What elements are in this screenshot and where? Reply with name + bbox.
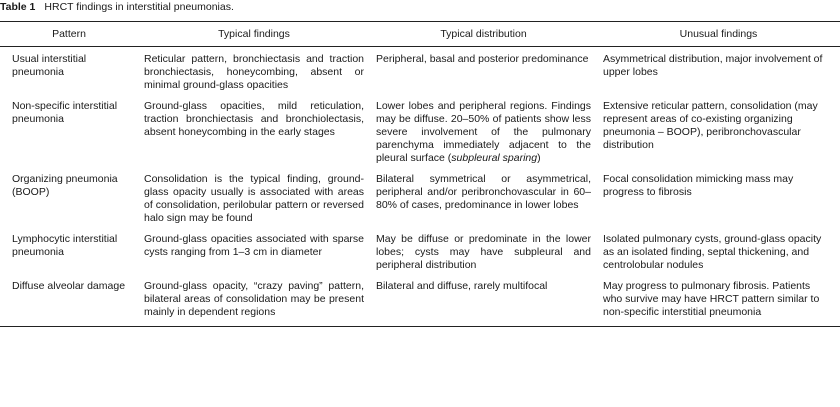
cell-typical-findings: Consolidation is the typical finding, ground-glass opacity usually is associated with areas of consolidation, perilobular pattern or reversed halo sign may be found bbox=[144, 173, 364, 224]
header-unusual-findings: Unusual findings bbox=[597, 22, 840, 47]
cell-unusual-findings: Isolated pulmonary cysts, ground-glass opacity as an isolated finding, septal thickening, and centrolobular nodules bbox=[603, 233, 822, 271]
header-pattern: Pattern bbox=[0, 22, 138, 47]
header-typical-distribution: Typical distribution bbox=[370, 22, 597, 47]
distribution-text: May be diffuse or predominate in the lower lobes; cysts may have subpleural and peripheral distribution bbox=[376, 233, 591, 271]
table-body bbox=[0, 47, 840, 327]
cell-typical-distribution bbox=[370, 277, 597, 327]
header-row bbox=[0, 22, 840, 47]
cell-unusual-findings: Asymmetrical distribution, major involvement of upper lobes bbox=[603, 53, 823, 78]
cell-unusual-findings: Focal consolidation mimicking mass may progress to fibrosis bbox=[603, 173, 794, 198]
cell-unusual-findings: May progress to pulmonary fibrosis. Patients who survive may have HRCT pattern similar to non-specific interstitial pneumonia bbox=[597, 277, 840, 327]
cell-pattern: Organizing pneumonia (BOOP) bbox=[12, 173, 118, 198]
cell-typical-distribution bbox=[370, 47, 597, 98]
distribution-text: Peripheral, basal and posterior predominance bbox=[376, 53, 589, 65]
cell-typical-findings: Ground-glass opacity, “crazy paving” pattern, bilateral areas of consolidation may be present mainly in dependent regions bbox=[138, 277, 370, 327]
header-typical-findings: Typical findings bbox=[138, 22, 370, 47]
distribution-text-end: ) bbox=[537, 152, 541, 164]
table-row bbox=[0, 170, 840, 230]
hrct-findings-table bbox=[0, 21, 840, 327]
cell-pattern: Lymphocytic interstitial pneumonia bbox=[12, 233, 118, 258]
table-header bbox=[0, 22, 840, 47]
cell-typical-findings: Ground-glass opacities, mild reticulation, traction bronchiectasis and bronchiolectasis, absent honeycombing in the early stages bbox=[144, 100, 364, 138]
cell-typical-findings: Ground-glass opacities associated with sparse cysts ranging from 1–3 cm in diameter bbox=[144, 233, 364, 258]
table-row bbox=[0, 97, 840, 170]
table-row bbox=[0, 230, 840, 277]
distribution-text: Bilateral and diffuse, rarely multifocal bbox=[376, 280, 548, 292]
distribution-text: Bilateral symmetrical or asymmetrical, peripheral and/or peribronchovascular in 60–80% of cases, predominance in lower lobes bbox=[376, 173, 591, 211]
cell-typical-distribution bbox=[370, 170, 597, 230]
table-row bbox=[0, 47, 840, 98]
cell-pattern: Usual interstitial pneumonia bbox=[12, 53, 87, 78]
cell-typical-distribution bbox=[370, 230, 597, 277]
table-label: Table 1 bbox=[0, 1, 36, 13]
cell-typical-findings: Reticular pattern, bronchiectasis and traction bronchiectasis, honeycombing, absent or minimal ground-glass opacities bbox=[144, 53, 364, 91]
table-caption bbox=[0, 0, 840, 14]
cell-pattern: Diffuse alveolar damage bbox=[0, 277, 138, 327]
cell-typical-distribution bbox=[370, 97, 597, 170]
distribution-italic-text: subpleural sparing bbox=[451, 152, 538, 164]
cell-pattern: Non-specific interstitial pneumonia bbox=[12, 100, 118, 125]
cell-unusual-findings: Extensive reticular pattern, consolidation (may represent areas of co-existing organizing pneumonia – BOOP), peribronchovascular distribution bbox=[603, 100, 818, 151]
table-row bbox=[0, 277, 840, 327]
table-title: HRCT findings in interstitial pneumonias. bbox=[44, 1, 234, 13]
distribution-text: Lower lobes and peripheral regions. Findings may be diffuse. 20–50% of patients show less severe involvement of the pulmonary parenchyma immediately adjacent to the pleural surface ( bbox=[376, 100, 591, 164]
